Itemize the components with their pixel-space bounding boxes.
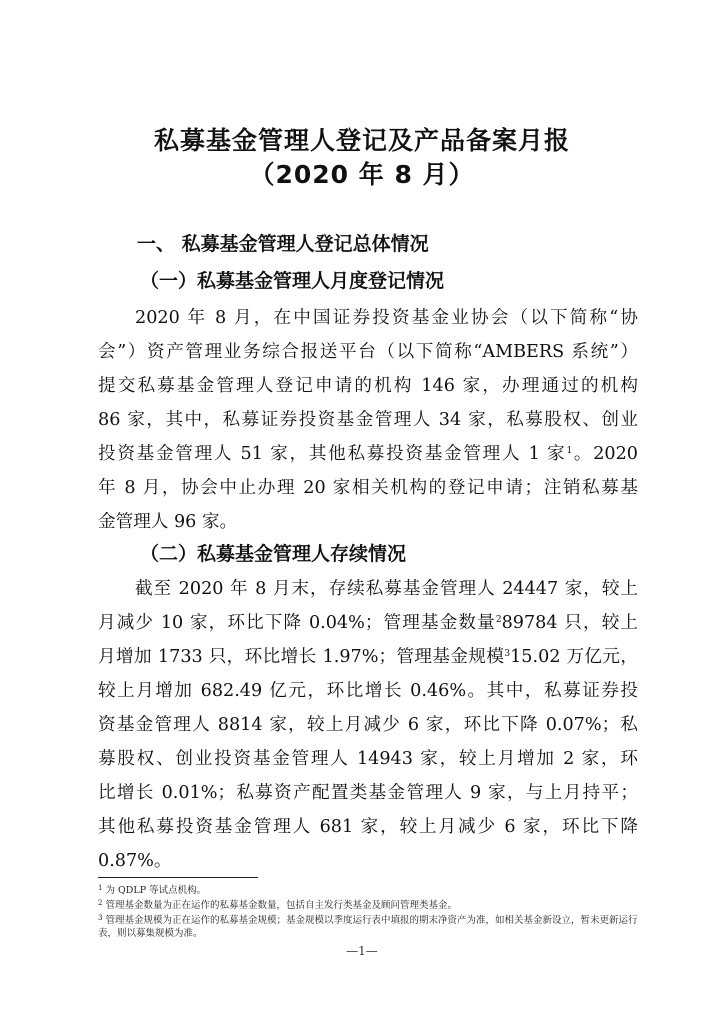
paragraph-line: 提交私募基金管理人登记申请的机构 146 家，办理通过的机构 xyxy=(98,376,638,396)
footnote-ref-3: 3 xyxy=(504,649,511,659)
text-segment: 投资基金管理人 51 家，其他私募投资基金管理人 1 家 xyxy=(98,444,567,464)
paragraph-line: 年 8 月，协会中止办理 20 家相关机构的登记申请；注销私募基 xyxy=(98,478,638,498)
section-1-heading: 一、 私募基金管理人登记总体情况 xyxy=(137,233,429,255)
text-segment: 月增加 1733 只，环比增长 1.97%；管理基金规模 xyxy=(98,647,505,667)
text-segment: 15.02 万亿元， xyxy=(510,647,638,667)
footnote-ref-1: 1 xyxy=(566,446,573,456)
page-number: —1— xyxy=(346,944,378,958)
footnote-number: 2 xyxy=(98,899,103,907)
footnote-3 xyxy=(98,912,638,940)
footnote-text: 为 QDLP 等试点机构。 xyxy=(105,885,207,896)
footnote-1 xyxy=(98,882,638,897)
paragraph-existing-managers xyxy=(98,572,638,878)
footnote-number: 1 xyxy=(98,884,103,892)
footnote-text: 管理基金数量为正在运作的私募基金数量，包括自主发行类基金及顾问管理类基金。 xyxy=(105,900,457,911)
paragraph-line xyxy=(98,640,638,674)
paragraph-line: 较上月增加 682.49 亿元，环比增长 0.46%。其中，私募证券投 xyxy=(98,681,638,701)
paragraph-line xyxy=(98,437,638,471)
footnote-text: 管理基金规模为正在运作的私募基金规模；基金规模以季度运行表中填报的期末净资产为准，如相关基金新设立，暂未更新运行表，则以募集规模为准。 xyxy=(98,915,638,939)
paragraph-monthly-registration xyxy=(98,301,638,539)
paragraph-line: 其他私募投资基金管理人 681 家，较上月减少 6 家，环比下降 xyxy=(98,817,638,837)
footnote-number: 3 xyxy=(98,914,103,922)
paragraph-line: 会”）资产管理业务综合报送平台（以下简称“AMBERS 系统”） xyxy=(98,342,638,362)
footnote-divider xyxy=(98,877,258,878)
footnote-2 xyxy=(98,897,638,912)
paragraph-line: 0.87%。 xyxy=(98,851,172,871)
paragraph-line: 86 家，其中，私募证券投资基金管理人 34 家，私募股权、创业 xyxy=(98,410,638,430)
paragraph-line: 2020 年 8 月，在中国证券投资基金业协会（以下简称“协 xyxy=(135,308,638,328)
paragraph-line: 截至 2020 年 8 月末，存续私募基金管理人 24447 家，较上 xyxy=(135,579,638,599)
subsection-1-heading: （一）私募基金管理人月度登记情况 xyxy=(140,270,445,292)
text-segment: 89784 只，较上 xyxy=(501,613,638,633)
paragraph-line xyxy=(98,606,638,640)
paragraph-line: 金管理人 96 家。 xyxy=(98,512,238,532)
text-segment: 月减少 10 家，环比下降 0.04%；管理基金数量 xyxy=(98,613,496,633)
footnote-ref-2: 2 xyxy=(495,615,502,625)
subsection-2-heading: （二）私募基金管理人存续情况 xyxy=(140,543,407,565)
paragraph-line: 资基金管理人 8814 家，较上月减少 6 家，环比下降 0.07%；私 xyxy=(98,715,638,735)
text-segment: 。2020 xyxy=(572,444,638,464)
paragraph-line: 募股权、创业投资基金管理人 14943 家，较上月增加 2 家，环 xyxy=(98,749,638,769)
report-period: （2020 年 8 月） xyxy=(249,160,475,189)
report-title: 私募基金管理人登记及产品备案月报 xyxy=(153,126,570,155)
paragraph-line: 比增长 0.01%；私募资产配置类基金管理人 9 家，与上月持平； xyxy=(98,783,638,803)
